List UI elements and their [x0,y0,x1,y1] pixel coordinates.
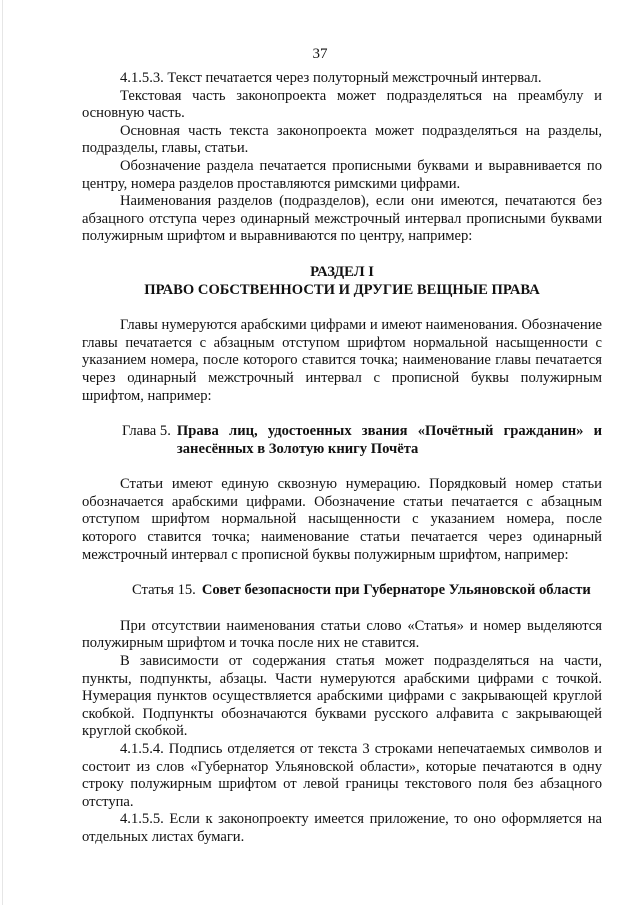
article-example [82,582,602,600]
paragraph-articles: Статьи имеют единую сквозную нумерацию. Порядковый номер статьи обозначается арабскими цифрами. Обозначение статьи печатается с абзацным отступом шрифтом нормальной насыщенности с указанием номера, после которого ставится точка; наименование статьи печатается через одинарный межстрочный интервал с прописной буквы полужирным шрифтом, например: [82,476,602,563]
page-number: 37 [312,46,328,62]
paragraph-chapters: Главы нумеруются арабскими цифрами и имеют наименования. Обозначение главы печатается с абзацным отступом шрифтом нормальной насыщенности с указанием номера, после которого ставится точка; наименование главы печатается через одинарный межстрочный интервал с прописной буквы полужирным шрифтом, например: [82,317,602,404]
document-body [82,70,602,847]
paragraph: Наименования разделов (подразделов), если они имеются, печатаются без абзацного отступа через одинарный межстрочный интервал прописными буквами полужирным шрифтом и выравниваются по центру, например: [82,193,602,245]
chapter-example-label: Глава 5. [122,423,171,440]
section-example-number: РАЗДЕЛ I [310,263,374,280]
chapter-example-title: Права лиц, удостоенных звания «Почётный гражданин» и занесённых в Золотую книгу Почёта [176,423,602,457]
chapter-example [82,423,602,458]
paragraph: 4.1.5.3. Текст печатается через полуторный межстрочный интервал. [120,70,542,86]
paragraph: В зависимости от содержания статья может подразделяться на части, пункты, подпункты, абзацы. Части нумеруются арабскими цифрами с точкой. Нумерация пунктов осуществляется арабскими цифрами с закрывающей круглой скобкой. Подпункты обозначаются буквами русского алфавита с закрывающей круглой скобкой. [82,653,602,740]
section-example-title: ПРАВО СОБСТВЕННОСТИ И ДРУГИЕ ВЕЩНЫЕ ПРАВА [144,281,540,298]
paragraph: 4.1.5.4. Подпись отделяется от текста 3 строками непечатаемых символов и состоит из слов «Губернатор Ульяновской области», которые печатаются в одну строку полужирным шрифтом от левой границы текстового поля без абзацного отступа. [82,741,602,810]
paragraph: Обозначение раздела печатается прописными буквами и выравнивается по центру, номера разделов проставляются римскими цифрами. [82,157,602,192]
scan-edge-line [2,0,3,905]
paragraph: Текстовая часть законопроекта может подразделяться на преамбулу и основную часть. [82,87,602,122]
paragraph: При отсутствии наименования статьи слово «Статья» и номер выделяются полужирным шрифтом и точка после них не ставится. [82,617,602,652]
paragraph: Основная часть текста законопроекта может подразделяться на разделы, подразделы, главы, статьи. [82,122,602,157]
article-example-title: Совет безопасности при Губернаторе Ульяновской области [201,582,591,599]
article-example-label: Статья 15. [132,582,196,599]
paragraph: 4.1.5.5. Если к законопроекту имеется приложение, то оно оформляется на отдельных листах бумаги. [82,811,602,845]
